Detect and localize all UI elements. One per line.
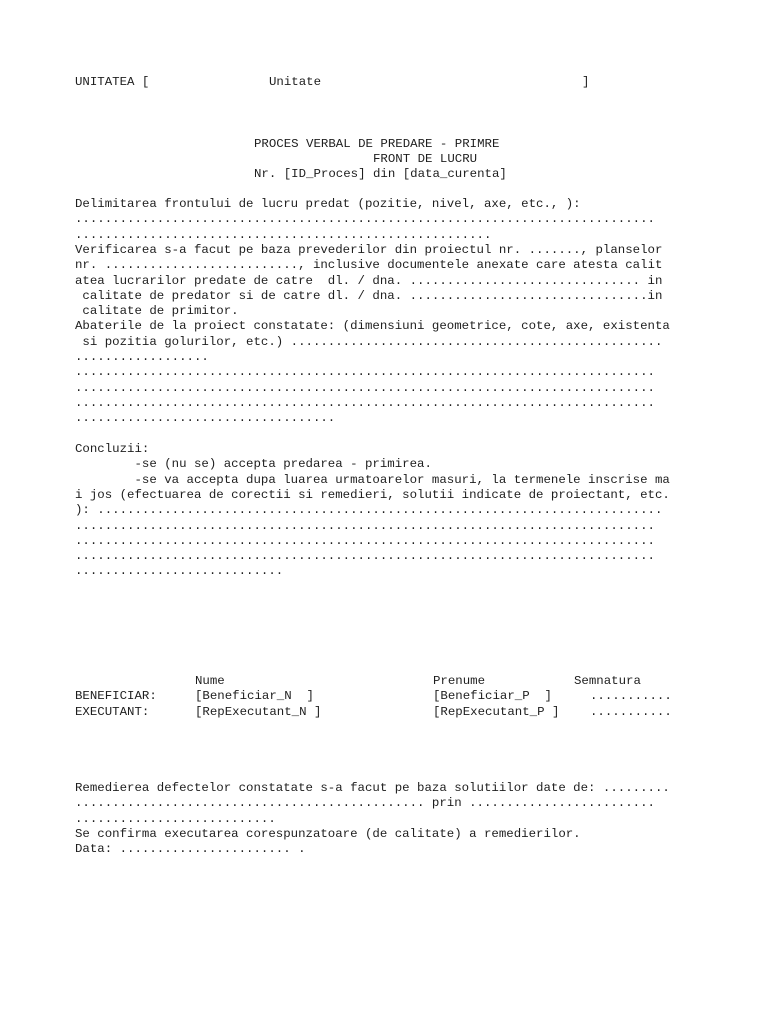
- body-text-line: calitate de predator si de catre dl. / dna. ................................in: [75, 288, 663, 303]
- remediere-text-line: Remedierea defectelor constatate s-a facut pe baza solutiilor date de: .........: [75, 781, 670, 795]
- body-text-line: ..................: [75, 350, 209, 364]
- unit-label: UNITATEA [: [75, 75, 150, 89]
- remediere-text-line: ...........................: [75, 811, 276, 826]
- beneficiar-semnatura: ...........: [590, 689, 672, 703]
- remediere-text-line: Se confirma executarea corespunzatoare (de calitate) a remedierilor.: [75, 826, 581, 841]
- concluzii-text-line: ............................: [75, 564, 284, 579]
- body-text-line: Delimitarea frontului de lucru predat (pozitie, nivel, axe, etc., ):: [75, 197, 581, 211]
- body-text-line: ..............................................................................: [75, 380, 655, 395]
- concluzii-text-line: -se (nu se) accepta predarea - primirea.: [75, 457, 432, 472]
- beneficiar-prenume: [Beneficiar_P ]: [433, 689, 552, 703]
- executant-nume: [RepExecutant_N ]: [195, 705, 322, 719]
- unit-field: Unitate: [269, 75, 322, 89]
- body-text-line: ........................................................: [75, 227, 492, 242]
- body-text-line: nr. .........................., inclusive documentele anexate care atesta calit: [75, 258, 663, 273]
- remediere-text-line: Data: ....................... .: [75, 842, 306, 857]
- concluzii-text-line: ..............................................................................: [75, 549, 655, 564]
- executant-prenume: [RepExecutant_P ]: [433, 705, 560, 719]
- body-text-line: Abaterile de la proiect constatate: (dimensiuni geometrice, cote, axe, existenta: [75, 319, 670, 334]
- col-header-prenume: Prenume: [433, 674, 486, 688]
- concluzii-text-line: i jos (efectuarea de corectii si remedieri, solutii indicate de proiectant, etc.: [75, 487, 670, 502]
- concluzii-text-line: ..............................................................................: [75, 518, 655, 533]
- role-executant: EXECUTANT:: [75, 705, 150, 719]
- body-text-line: si pozitia golurilor, etc.) ..................................................: [75, 334, 663, 349]
- document-subtitle: FRONT DE LUCRU: [373, 152, 478, 166]
- col-header-nume: Nume: [195, 674, 225, 688]
- body-text-line: ..............................................................................: [75, 212, 655, 227]
- document-number: Nr. [ID_Proces] din [data_curenta]: [254, 167, 507, 181]
- concluzii-text-line: -se va accepta dupa luarea urmatoarelor masuri, la termenele inscrise ma: [75, 472, 670, 487]
- body-text-line: ..............................................................................: [75, 365, 655, 380]
- concluzii-text-line: ..............................................................................: [75, 533, 655, 548]
- document-title: PROCES VERBAL DE PREDARE - PRIMRE: [254, 137, 500, 151]
- col-header-semnatura: Semnatura: [574, 674, 641, 688]
- body-text-line: Verificarea s-a facut pe baza prevederilor din proiectul nr. ......., planselor: [75, 242, 663, 257]
- body-text-line: calitate de primitor.: [75, 304, 239, 319]
- executant-semnatura: ...........: [590, 705, 672, 719]
- body-text-line: ..............................................................................: [75, 395, 655, 410]
- role-beneficiar: BENEFICIAR:: [75, 689, 157, 703]
- concluzii-text-line: Concluzii:: [75, 442, 150, 456]
- body-text-line: ...................................: [75, 411, 336, 426]
- remediere-text-line: ............................................... prin .........................: [75, 796, 655, 811]
- body-text-line: atea lucrarilor predate de catre dl. / dna. ............................... in: [75, 273, 663, 288]
- concluzii-text-line: ): ............................................................................: [75, 503, 663, 518]
- unit-close-bracket: ]: [582, 75, 590, 89]
- beneficiar-nume: [Beneficiar_N ]: [195, 689, 314, 703]
